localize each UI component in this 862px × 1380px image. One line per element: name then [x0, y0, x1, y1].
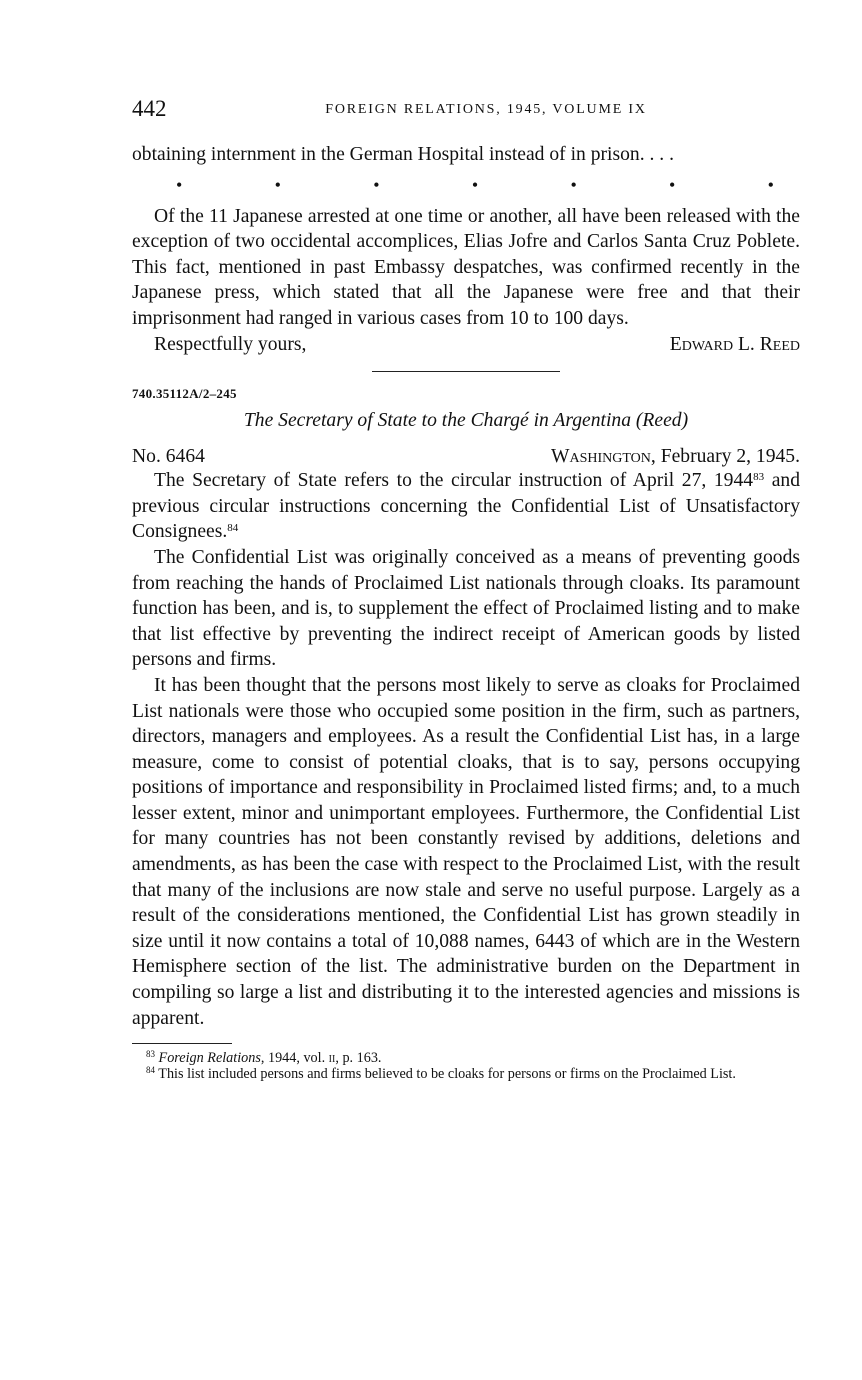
footnote-marker: 84	[146, 1065, 155, 1076]
ellipsis-dot: •	[570, 174, 577, 195]
file-number: 740.35112A/2–245	[132, 386, 237, 402]
section-divider	[372, 371, 560, 372]
ellipsis-dot: •	[767, 174, 774, 195]
running-head: FOREIGN RELATIONS, 1945, VOLUME IX	[325, 102, 647, 117]
paragraph-2: The Confidential List was originally conceived as a means of preventing goods from reaching the hands of Proclaimed List nationals through cloaks. Its paramount function has been, and is, to supplement the effect of Proclaimed listing and to make that list effective by preventing the indirect receipt of American goods by listed persons and firms.	[132, 546, 800, 671]
place: Washington	[550, 446, 651, 468]
document-title: The Secretary of State to the Chargé in Argentina (Reed)	[243, 410, 689, 432]
footnote-84	[132, 1066, 800, 1082]
footnote-divider	[132, 1043, 232, 1044]
footnote-volume: ii	[328, 1050, 336, 1067]
instruction-body	[132, 468, 800, 1031]
page-header	[132, 96, 800, 126]
paragraph-1	[132, 468, 800, 545]
document-page	[132, 96, 800, 1082]
page-number: 442	[132, 96, 167, 121]
footnote-text: , p. 163.	[335, 1050, 382, 1067]
omission-dots	[132, 168, 800, 204]
ellipsis-dot: •	[373, 174, 380, 195]
ellipsis-dot: •	[471, 174, 479, 195]
instruction-number: No. 6464	[132, 446, 205, 468]
footnote-ref-83[interactable]: 83	[753, 471, 765, 484]
paragraph-1-text: The Secretary of State refers to the circular instruction of April 27, 1944	[154, 470, 754, 492]
footnotes	[132, 1050, 800, 1082]
continued-paragraph: obtaining internment in the German Hospital instead of in prison. . . .	[132, 144, 674, 165]
complimentary-close: Respectfully yours,	[154, 333, 307, 355]
place-date	[551, 446, 800, 468]
date: , February 2, 1945.	[650, 446, 800, 468]
paragraph-1-text-cont: and previous circular instructions concerning the Confidential List of Unsatisfactory Consignees.	[132, 470, 800, 543]
paragraph-japanese-arrests: Of the 11 Japanese arrested at one time or another, all have been released with the exception of two occidental accomplices, Elias Jofre and Carlos Santa Cruz Poblete. This fact, mentioned in past Embassy despatches, was confirmed recently in the Japanese press, which stated that all the Japanese were free and that their imprisonment had ranged in various cases from 10 to 100 days.	[132, 205, 800, 329]
footnote-83	[132, 1050, 800, 1066]
footnote-text: , 1944, vol.	[260, 1050, 329, 1067]
paragraph-3: It has been thought that the persons most likely to serve as cloaks for Proclaimed List nationals were those who occupied some position in the firm, such as partners, directors, managers and employees. As a result the Confidential List has, in a large measure, come to consist of potential cloaks, that is to say, persons occupying positions of importance and responsibility in Proclaimed listed firms; and, to a much lesser extent, minor and unimportant employees. Furthermore, the Confidential List for many countries has not been constantly revised by additions, deletions and amendments, as has been the case with respect to the Proclaimed List, with the result that many of the inclusions are now stale and serve no useful purpose. Largely as a result of the considerations mentioned, the Confidential List has grown steadily in size until it now contains a total of 10,088 names, 6443 of which are in the Western Hemisphere section of the list. The administrative burden on the Department in compiling so large a list and distributing it to the interested agencies and missions is apparent.	[132, 674, 800, 1029]
ellipsis-dot: •	[274, 174, 281, 195]
footnote-text: This list included persons and firms believed to be cloaks for persons or firms on the Proclaimed List.	[158, 1066, 736, 1083]
footnote-source: Foreign Relations	[158, 1050, 261, 1067]
footnote-ref-84[interactable]: 84	[227, 522, 239, 535]
closing-line	[132, 332, 800, 358]
signature: Edward L. Reed	[669, 333, 800, 355]
footnote-marker: 83	[146, 1049, 155, 1060]
body-text	[132, 142, 800, 357]
dateline	[132, 446, 800, 468]
ellipsis-dot: •	[669, 174, 676, 195]
ellipsis-dot: •	[176, 174, 183, 195]
